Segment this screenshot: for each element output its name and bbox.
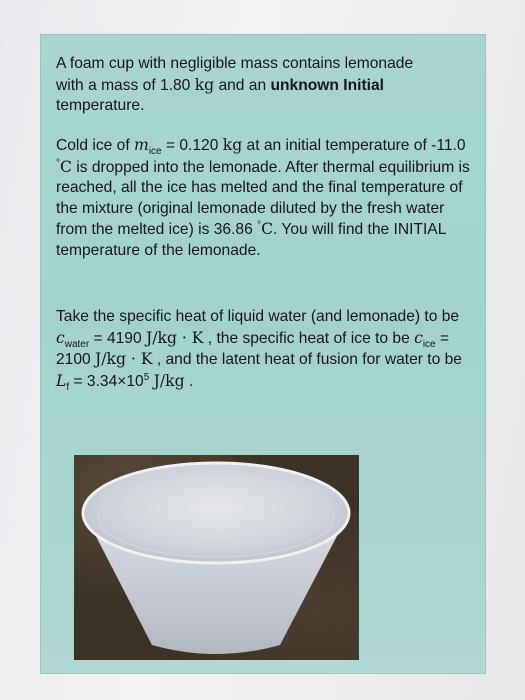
exponent: 5	[143, 371, 150, 383]
ice-text-a: Cold ice of	[56, 137, 135, 154]
foam-cup-photo	[74, 455, 359, 660]
unit-j-per-kgk: J/kg · K	[145, 328, 204, 347]
var-latent-heat: L	[56, 371, 67, 390]
var-m: m	[134, 136, 149, 154]
const-text-b: = 4190	[89, 329, 146, 347]
intro-line-3: temperature.	[56, 97, 145, 114]
ice-paragraph	[56, 135, 476, 261]
unit-kg-2: kg	[222, 136, 243, 154]
ice-text-e: . You will find the INITIAL temperature of the lemonade.	[56, 221, 446, 259]
const-text-a: Take the specific heat of liquid water (and lemonade) to be	[56, 308, 460, 325]
unit-j-per-kgk-2: J/kg · K	[95, 350, 153, 368]
ice-text-d: is dropped into the lemonade. After thermal equilibrium is reached, all the ice has melted and the final temperature of the mixture (original lemonade diluted by the fresh water from the melted ice) is 36.86	[56, 158, 470, 238]
intro-line-2: with a mass of 1.80	[56, 76, 195, 94]
constants-paragraph	[56, 307, 476, 392]
const-text-e: , and the latent heat of fusion for water to be	[152, 351, 462, 368]
var-latent-heat-sub: f	[66, 381, 70, 393]
foam-bowl-image	[74, 455, 359, 660]
const-text-c: , the specific heat of ice to be	[203, 329, 415, 347]
problem-card	[40, 34, 486, 674]
degree-symbol-2: °	[257, 219, 262, 231]
unit-kg: kg	[194, 75, 215, 94]
var-c-water-sub: water	[64, 338, 90, 350]
intro-line-2-tail: and an	[214, 76, 271, 94]
ice-text-c: at an initial temperature of -11.0	[242, 137, 466, 154]
unit-celsius: C	[60, 157, 72, 176]
ice-text-b: = 0.120	[161, 137, 223, 154]
const-text-h: .	[184, 372, 194, 390]
unknown-initial-emphasis: unknown Initial	[270, 76, 384, 94]
const-text-f: = 3.34×10	[69, 372, 144, 390]
var-c-ice: c	[414, 328, 423, 347]
var-m-sub: ice	[148, 146, 162, 158]
intro-paragraph	[56, 54, 476, 117]
var-c-water: c	[56, 328, 65, 347]
var-c-ice-sub: ice	[422, 338, 436, 350]
const-text-d: = 2100	[56, 329, 450, 368]
unit-celsius-2: C	[261, 220, 274, 238]
intro-line-1: A foam cup with negligible mass contains lemonade	[56, 55, 414, 72]
degree-symbol: °	[56, 157, 60, 169]
unit-j-per-kg: J/kg	[153, 371, 185, 390]
